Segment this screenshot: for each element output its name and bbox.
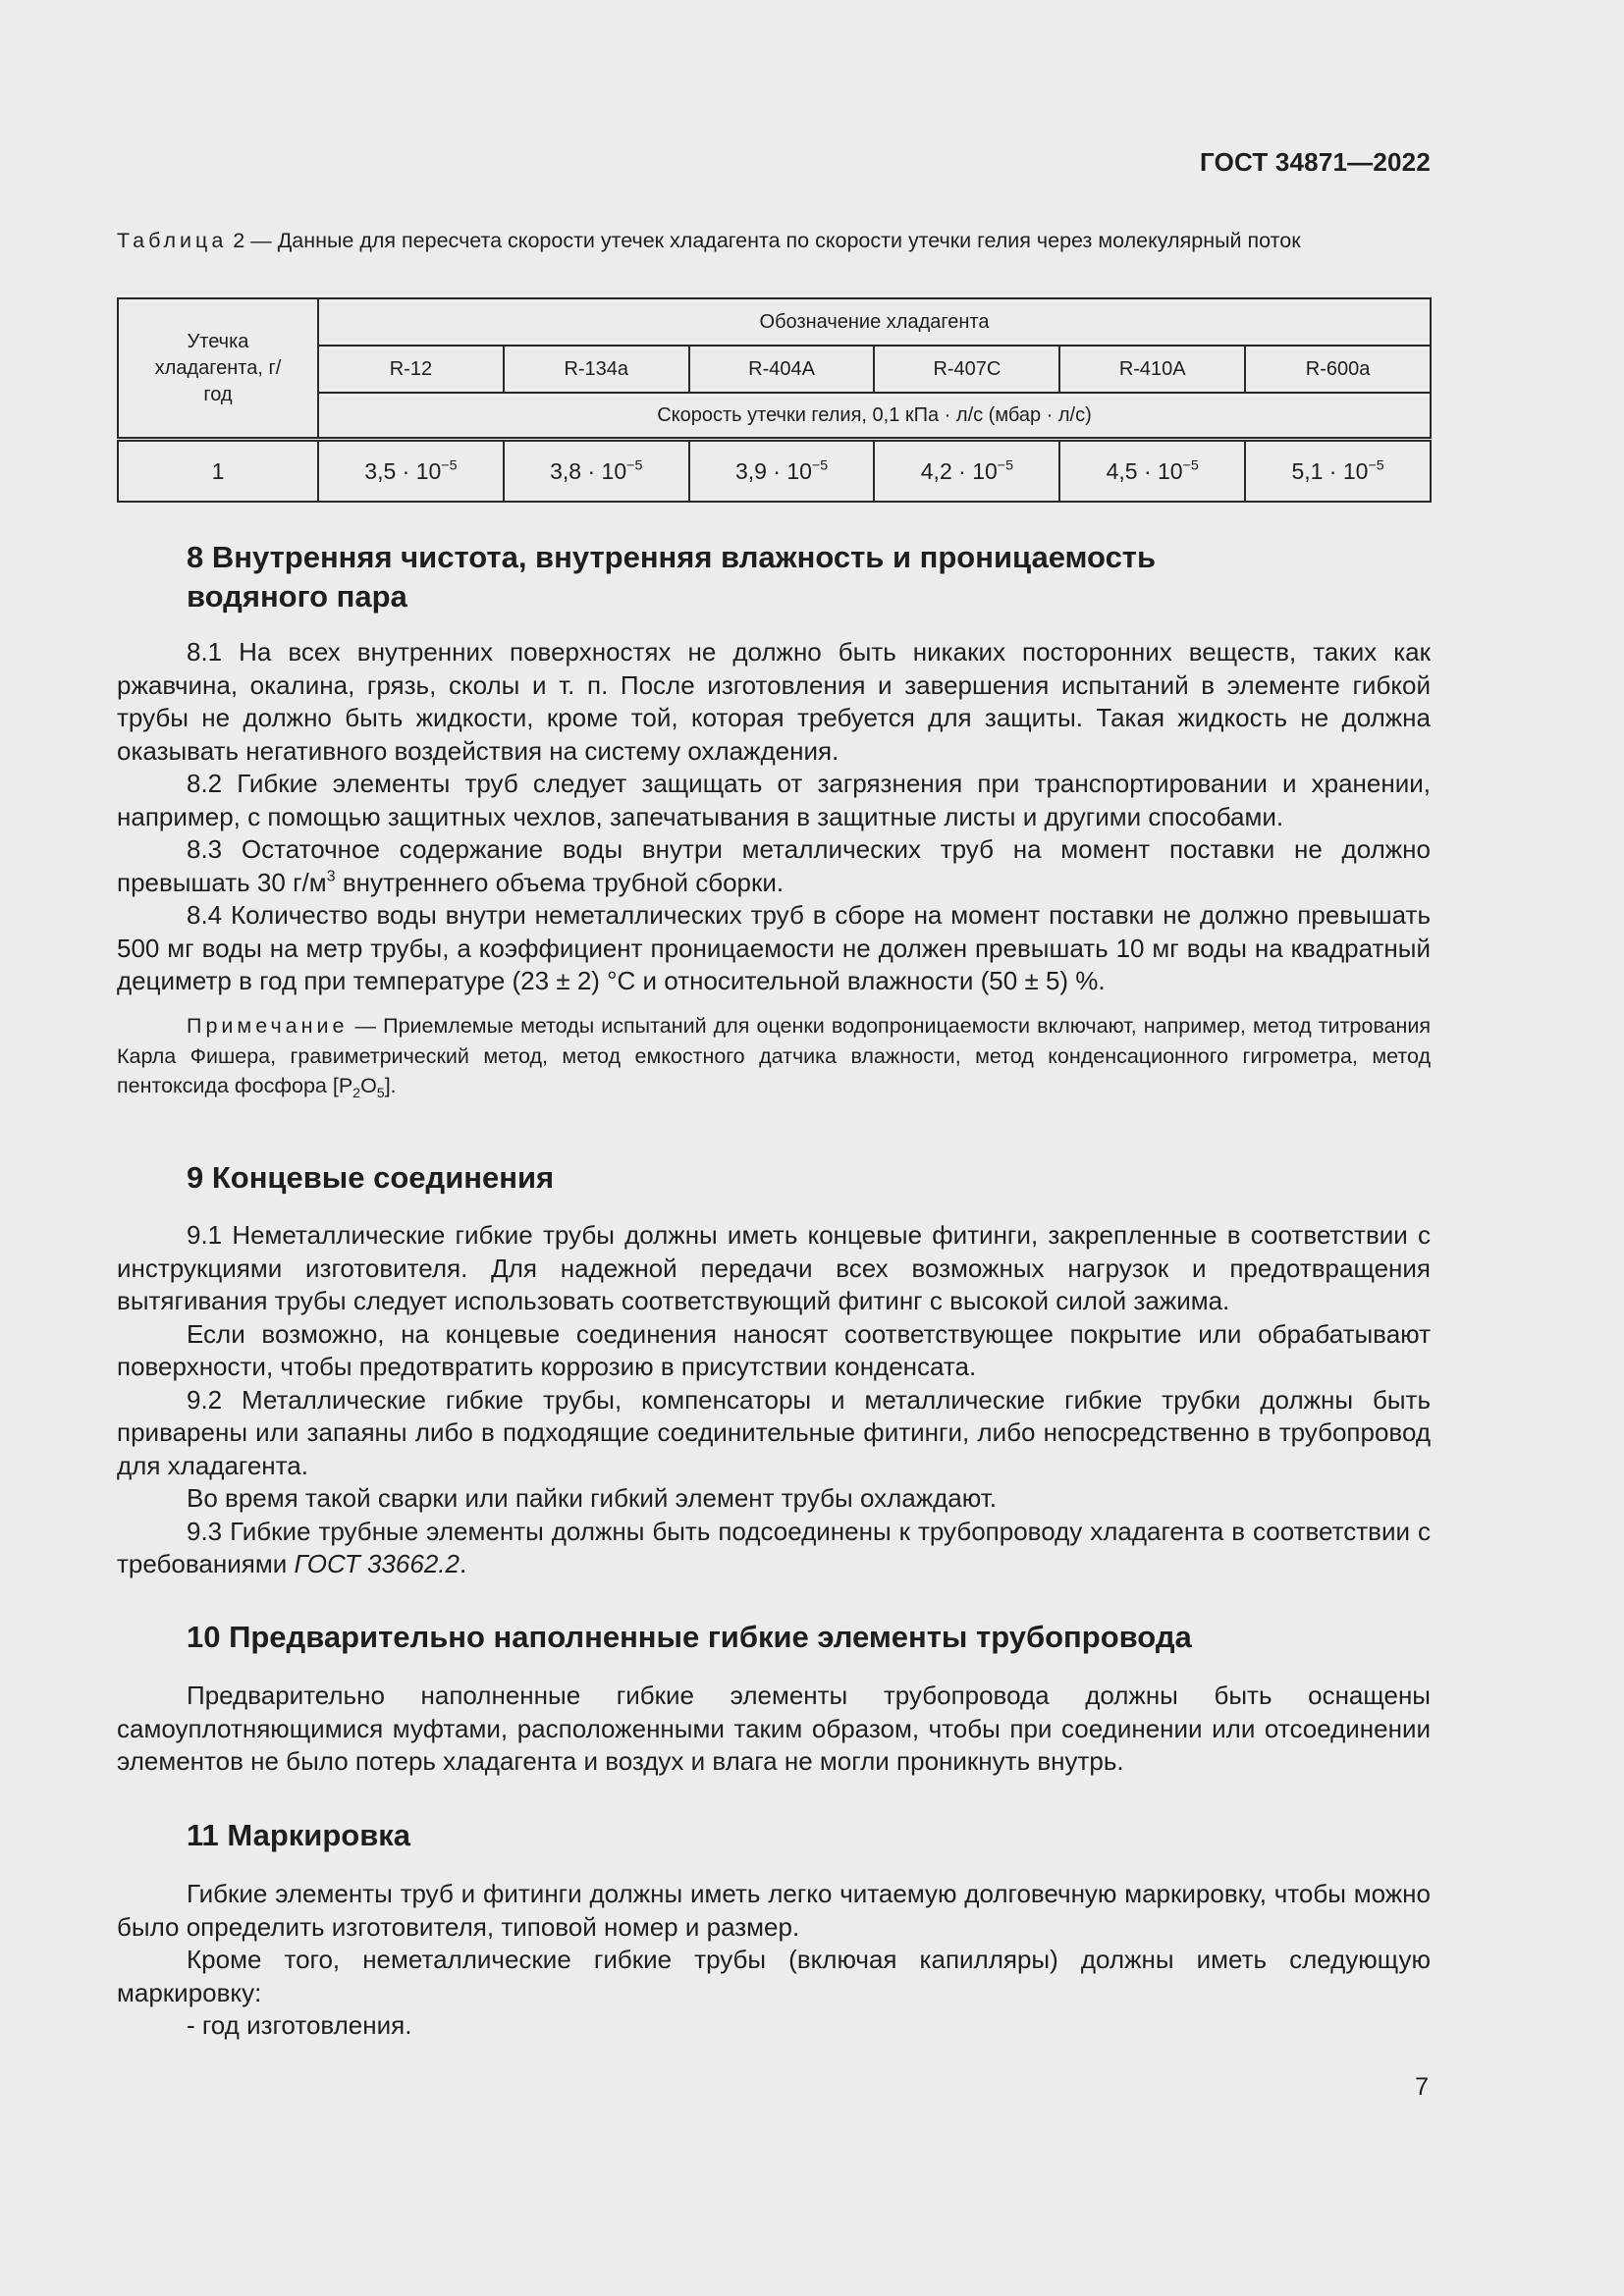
section-8-body: [117, 636, 1431, 998]
refrigerant-cell: R-134a: [504, 346, 689, 393]
exponent: −5: [441, 457, 458, 474]
paragraph-8-1: 8.1 На всех внутренних поверхностях не должно быть никаких посторонних веществ, таких как ржавчина, окалина, грязь, сколы и т. п. После изготовления и завершения испытаний в элементе гибкой трубы не должно быть жидкости, кроме той, которая требуется для защиты. Такая жидкость не должна оказывать негативного воздействия на систему охлаждения.: [117, 637, 1431, 766]
note-paragraph: [117, 1011, 1431, 1101]
paragraph-10: Предварительно наполненные гибкие элементы трубопровода должны быть оснащены самоуплотняющимися муфтами, расположенными таким образом, чтобы при соединении или отсоединении элементов не было потерь хладагента и воздух и влага не могли проникнуть внутрь.: [117, 1681, 1431, 1776]
refrigerant-cell: R-410A: [1059, 346, 1245, 393]
section-9-body: [117, 1219, 1431, 1581]
paragraph-8-3-end: внутреннего объема трубной сборки.: [335, 867, 785, 897]
formula-subscript: 2: [352, 1085, 361, 1101]
list-item: - год изготовления.: [187, 2010, 412, 2040]
exponent: −5: [997, 457, 1014, 474]
exponent: −5: [1182, 457, 1199, 474]
helium-rate-cell: [504, 440, 689, 503]
helium-rate-cell: [689, 440, 875, 503]
cubic-superscript: 3: [326, 867, 336, 885]
section-9-title: 9 Концевые соединения: [187, 1160, 555, 1195]
paragraph-9-3-end: .: [459, 1549, 467, 1578]
table-row: [118, 440, 1431, 503]
mantissa: 3,5: [364, 457, 397, 484]
paragraph-8-3-text: 8.3 Остаточное содержание воды внутри металлических труб на момент поставки не должно превышать 30 г/м: [117, 834, 1431, 897]
refrigerant-header: Обозначение хладагента: [318, 298, 1431, 346]
formula-oxygen: O: [360, 1074, 377, 1097]
standard-reference: ГОСТ 33662.2: [294, 1549, 460, 1578]
paragraph-9-1b: Если возможно, на концевые соединения наносят соответствующее покрытие или обрабатывают поверхности, чтобы предотвратить коррозию в присутствии конденсата.: [117, 1318, 1431, 1381]
section-10-title: 10 Предварительно наполненные гибкие элементы трубопровода: [187, 1620, 1192, 1654]
refrigerant-cell: R-12: [318, 346, 504, 393]
refrigerant-cell: R-404A: [689, 346, 875, 393]
section-10-body: [117, 1680, 1431, 1779]
paragraph-9-3-text: 9.3 Гибкие трубные элементы должны быть подсоединены к трубопроводу хладагента в соответствии с требованиями: [117, 1516, 1431, 1578]
times-ten: · 10: [766, 457, 812, 484]
helium-rate-cell: [874, 440, 1059, 503]
formula-subscript: 5: [376, 1085, 385, 1101]
mantissa: 4,2: [920, 457, 952, 484]
refrigerant-cell: R-407C: [874, 346, 1059, 393]
paragraph-8-3: [117, 833, 1431, 899]
note-block: [117, 1011, 1431, 1101]
helium-rate-cell: [1245, 440, 1431, 503]
section-11-title: 11 Маркировка: [187, 1818, 411, 1852]
paragraph-9-2b: Во время такой сварки или пайки гибкий элемент трубы охлаждают.: [187, 1483, 997, 1513]
helium-rate-header: Скорость утечки гелия, 0,1 кПа · л/с (мбар · л/с): [318, 393, 1431, 440]
times-ten: · 10: [1323, 457, 1369, 484]
note-label: Примечание: [187, 1014, 349, 1038]
times-ten: · 10: [581, 457, 627, 484]
note-end: ].: [384, 1074, 397, 1097]
helium-rate-cell: [318, 440, 504, 503]
refrigerant-cell: R-600a: [1245, 346, 1431, 393]
paragraph-9-2: 9.2 Металлические гибкие трубы, компенсаторы и металлические гибкие трубки должны быть приварены или запаяны либо в подходящие соединительные фитинги, либо непосредственно в трубопровод для хладагента.: [117, 1384, 1431, 1480]
table-caption-word: Таблица: [117, 229, 228, 252]
exponent: −5: [811, 457, 829, 474]
paragraph-8-2: 8.2 Гибкие элементы труб следует защищать от загрязнения при транспортировании и хранении, например, с помощью защитных чехлов, запечатывания в защитные листы и другими способами.: [117, 769, 1431, 831]
note-text: — Приемлемые методы испытаний для оценки водопроницаемости включают, например, метод титрования Карла Фишера, гравиметрический метод, метод емкостного датчика влажности, метод конденсационного гигрометра, метод пентоксида фосфора [P: [117, 1014, 1431, 1097]
helium-rate-cell: [1059, 440, 1245, 503]
times-ten: · 10: [951, 457, 998, 484]
gost-code: ГОСТ 34871—2022: [1200, 147, 1431, 177]
section-8-title: 8 Внутренняя чистота, внутренняя влажность и проницаемость водяного пара: [187, 540, 1157, 614]
paragraph-9-3: [117, 1516, 1431, 1581]
times-ten: · 10: [396, 457, 442, 484]
mantissa: 3,9: [734, 457, 767, 484]
paragraph-11-1: Гибкие элементы труб и фитинги должны иметь легко читаемую долговечную маркировку, чтобы можно было определить изготовителя, типовой номер и размер.: [117, 1879, 1431, 1942]
section-11-body: [117, 1878, 1431, 2043]
leak-column-header: Утечка хладагента, г/год: [118, 298, 318, 440]
leak-value-cell: 1: [118, 440, 318, 503]
exponent: −5: [1368, 457, 1384, 474]
leak-rate-table: [117, 297, 1432, 503]
table-caption: [117, 227, 1431, 255]
mantissa: 3,8: [550, 457, 582, 484]
paragraph-11-2: Кроме того, неметаллические гибкие трубы (включая капилляры) должны иметь следующую маркировку:: [117, 1945, 1431, 2007]
page-number: 7: [1415, 2073, 1429, 2101]
paragraph-9-1: 9.1 Неметаллические гибкие трубы должны иметь концевые фитинги, закрепленные в соответствии с инструкциями изготовителя. Для надежной передачи всех возможных нагрузок и предотвращения вытягивания трубы следует использовать соответствующий фитинг с высокой силой зажима.: [117, 1220, 1431, 1315]
table-caption-text: 2 — Данные для пересчета скорости утечек хладагента по скорости утечки гелия через молекулярный поток: [227, 229, 1301, 252]
mantissa: 4,5: [1106, 457, 1138, 484]
paragraph-8-4: 8.4 Количество воды внутри неметаллических труб в сборе на момент поставки не должно превышать 500 мг воды на метр трубы, а коэффициент проницаемости не должен превышать 10 мг воды на квадратный дециметр в год при температуре (23 ± 2) °С и относительной влажности (50 ± 5) %.: [117, 900, 1431, 995]
mantissa: 5,1: [1291, 457, 1324, 484]
exponent: −5: [626, 457, 643, 474]
times-ten: · 10: [1137, 457, 1183, 484]
table-header-row: [118, 298, 1431, 346]
